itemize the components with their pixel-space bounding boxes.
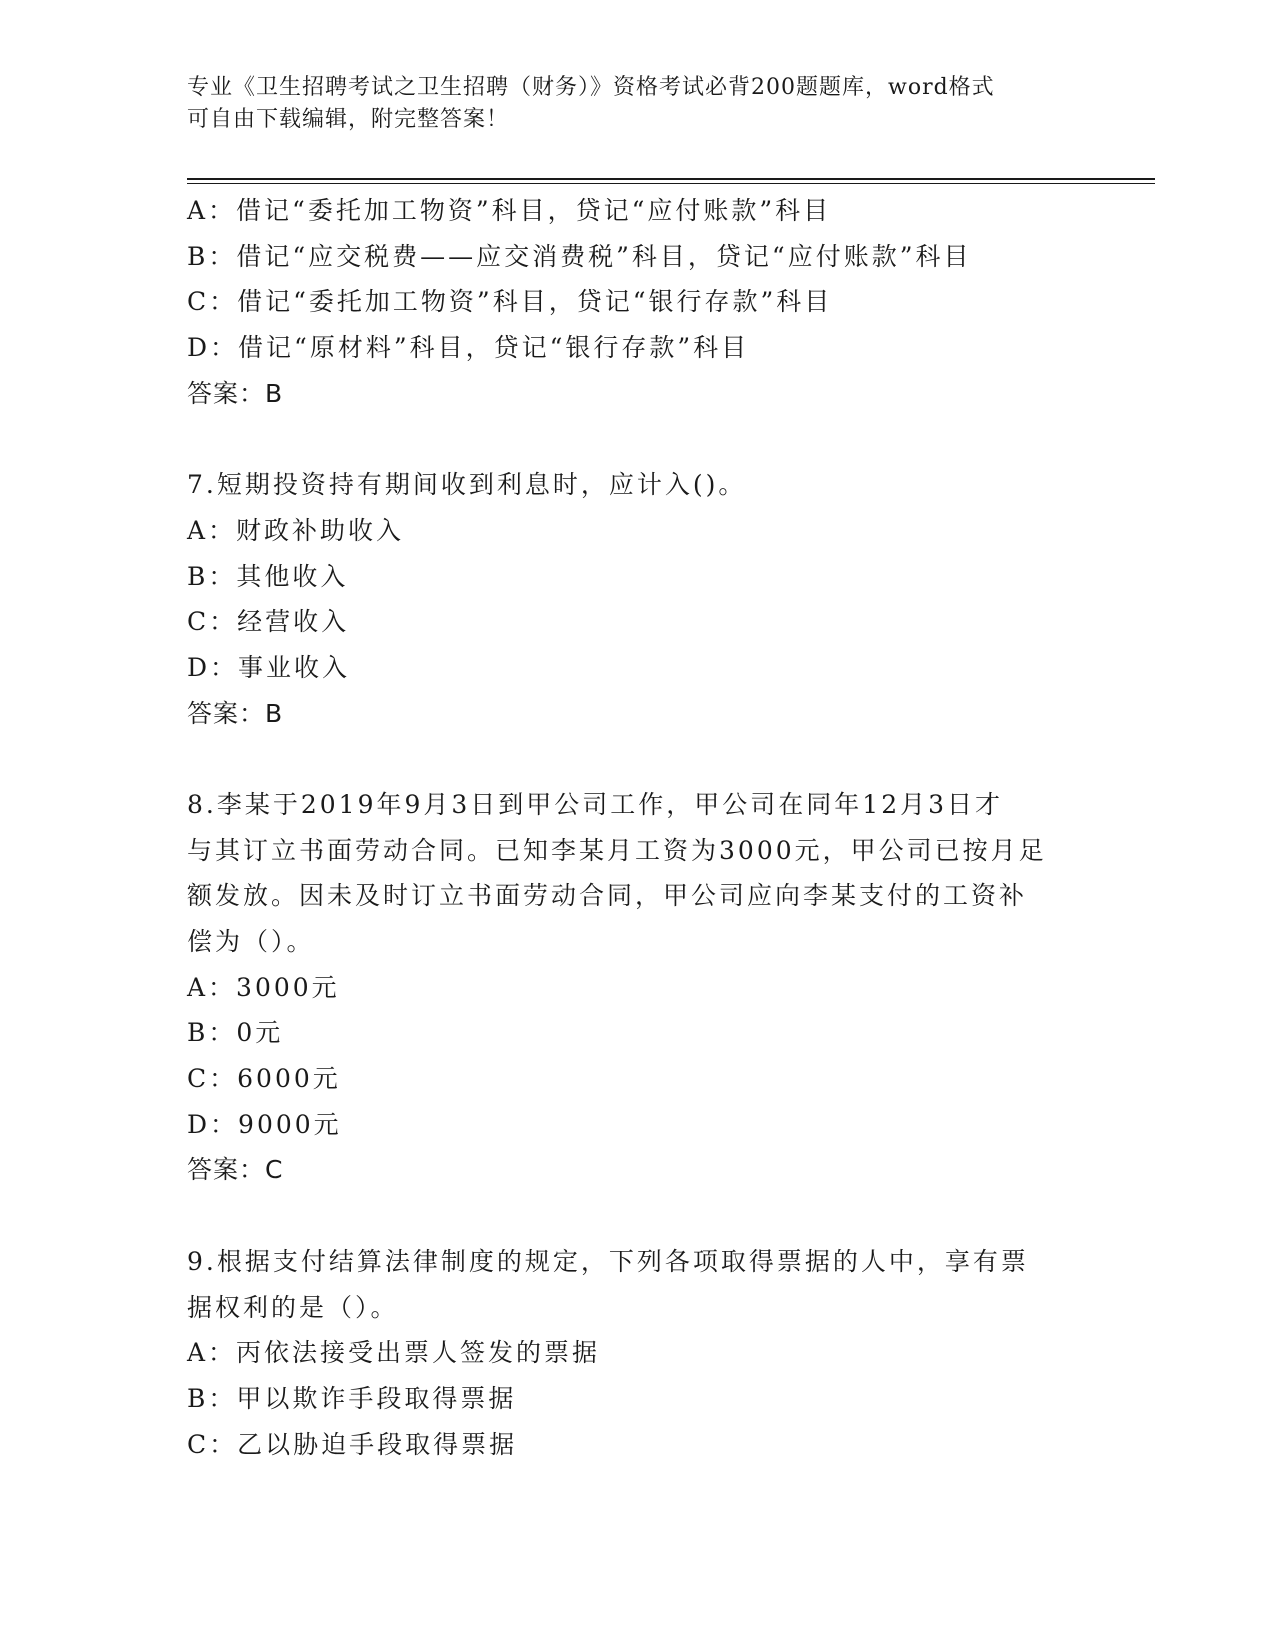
option-d: D：事业收入 [187,652,351,682]
header-line-1: 专业《卫生招聘考试之卫生招聘（财务）》资格考试必背200题题库，word格式 [187,75,995,100]
option-c: C：乙以胁迫手段取得票据 [187,1429,518,1459]
answer-line: 答案：B [187,698,284,728]
question-block-7 [187,462,1087,736]
option-a: A：3000元 [187,972,340,1002]
header-divider-thick [187,178,1155,180]
answer-line: 答案：B [187,378,284,408]
spacer [187,416,1087,462]
header-divider-thin [187,183,1155,184]
question-block-6 [187,188,1087,416]
option-b: B：甲以欺诈手段取得票据 [187,1383,517,1413]
spacer [187,736,1087,782]
document-header [187,72,1087,136]
answer-line: 答案：C [187,1155,284,1185]
option-a: A：丙依法接受出票人签发的票据 [187,1338,601,1368]
spacer [187,1193,1087,1239]
question-text-line: 8.李某于2019年9月3日到甲公司工作，甲公司在同年12月3日才 [187,789,1004,819]
question-text-line: 偿为（）。 [187,927,315,956]
question-block-8 [187,782,1087,1193]
header-line-2: 可自由下载编辑，附完整答案！ [187,107,510,132]
question-text-line: 9.根据支付结算法律制度的规定，下列各项取得票据的人中，享有票 [187,1246,1029,1276]
option-d: D：9000元 [187,1109,342,1139]
option-a: A：财政补助收入 [187,515,405,545]
question-text: 7.短期投资持有期间收到利息时，应计入()。 [187,470,747,500]
question-block-9 [187,1239,1087,1467]
question-text-line: 与其订立书面劳动合同。已知李某月工资为3000元，甲公司已按月足 [187,835,1047,865]
option-c: C：借记“委托加工物资”科目，贷记“银行存款”科目 [187,287,833,317]
option-b: B：借记“应交税费——应交消费税”科目，贷记“应付账款”科目 [187,241,972,271]
option-c: C：经营收入 [187,607,350,637]
question-list [187,188,1087,1467]
option-b: B：其他收入 [187,561,349,591]
question-text-line: 额发放。因未及时订立书面劳动合同，甲公司应向李某支付的工资补 [187,881,1028,911]
option-d: D：借记“原材料”科目，贷记“银行存款”科目 [187,333,750,363]
option-a: A：借记“委托加工物资”科目，贷记“应付账款”科目 [187,196,832,225]
option-b: B：0元 [187,1018,284,1048]
question-text-line: 据权利的是（）。 [187,1292,399,1322]
option-c: C：6000元 [187,1064,341,1094]
